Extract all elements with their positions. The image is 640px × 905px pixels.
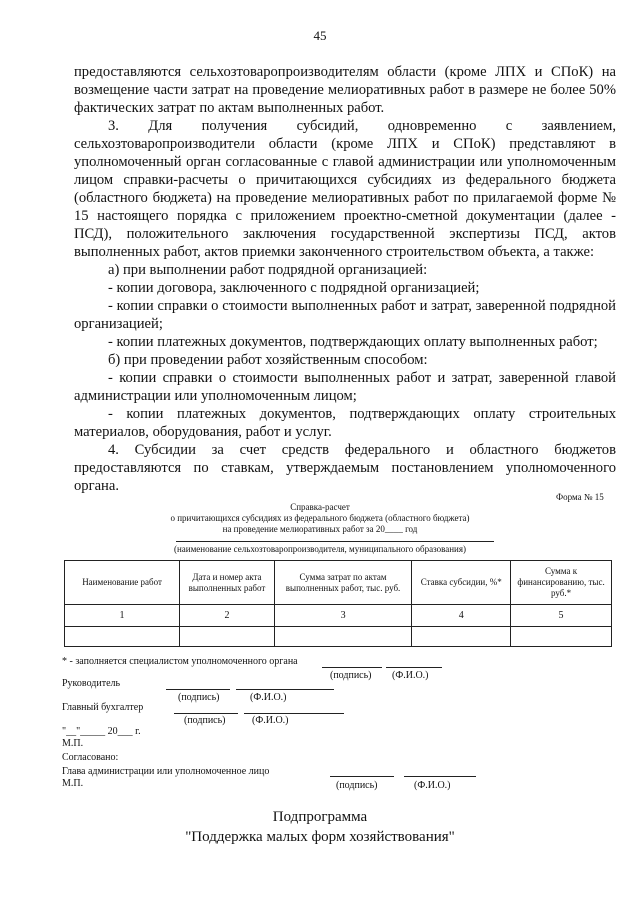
signature-line [322, 667, 382, 668]
head-admin-label: Глава администрации или уполномоченное лицо [62, 766, 270, 777]
table-header-row [65, 561, 612, 605]
column-header: Наименование работ [65, 561, 180, 605]
subprogram-title: Подпрограмма [272, 809, 368, 825]
table-cell [180, 627, 275, 647]
paragraph: б) при проведении работ хозяйственным способом: [108, 352, 428, 368]
fio-line [404, 776, 476, 777]
paragraph: - копии договора, заключенного с подрядной организацией; [108, 280, 480, 296]
paragraph: а) при выполнении работ подрядной организацией: [108, 262, 428, 278]
head-label: Руководитель [62, 678, 121, 689]
column-header: Сумма к финансированию, тыс. руб.* [511, 561, 612, 605]
accountant-label: Главный бухгалтер [62, 702, 144, 713]
fio-line [244, 713, 344, 714]
date-line: "__"_____ 20___ г. [62, 726, 141, 737]
paragraph: 3. Для получения субсидий, одновременно с заявлением, сельхозтоваропроизводители области (кроме ЛПХ и СПоК) представляют в уполномоченный орган согласованные с главой администрации или уполномоченным лицом справки-расчеты о причитающихся субсидиях из федерального бюджета (областного бюджета) на проведение мелиоративных работ по прилагаемой форме № 15 настоящего порядка с приложением проектно-сметной документации (далее - ПСД), положительного заключения государственной экспертизы ПСД, актов выполненных работ, актов приемки законченного строительством объекта, а также: [74, 118, 616, 260]
stamp-place: М.П. [62, 738, 84, 749]
paragraph: - копии справки о стоимости выполненных работ и затрат, заверенной подрядной организацией; [74, 298, 616, 332]
table-row [65, 627, 612, 647]
subprogram-name: "Поддержка малых форм хозяйствования" [185, 829, 455, 845]
fio-line [386, 667, 442, 668]
column-number: 5 [511, 605, 612, 627]
table-cell [412, 627, 511, 647]
org-caption: (наименование сельхозтоваропроизводителя, муниципального образования) [173, 544, 466, 554]
fio-caption: (Ф.И.О.) [392, 670, 429, 681]
body-text [74, 63, 616, 495]
column-header: Дата и номер акта выполненных работ [180, 561, 275, 605]
signature-caption: (подпись) [184, 715, 226, 726]
signature-caption: (подпись) [330, 670, 372, 681]
form-subtitle: на проведение мелиоративных работ за 20____ год [222, 524, 418, 534]
column-number: 4 [412, 605, 511, 627]
stamp-place: М.П. [62, 778, 84, 789]
page-number: 45 [313, 28, 327, 43]
signature-caption: (подпись) [178, 692, 220, 703]
table-cell [274, 627, 412, 647]
fio-line [236, 689, 334, 690]
column-header: Сумма затрат по актам выполненных работ, тыс. руб. [274, 561, 412, 605]
paragraph: 4. Субсидии за счет средств федерального и областного бюджетов предоставляются по ставкам, утверждаемым постановлением уполномоченного органа. [74, 442, 616, 494]
fio-caption: (Ф.И.О.) [252, 715, 289, 726]
signature-line [174, 713, 238, 714]
table-cell [65, 627, 180, 647]
form-label: Форма № 15 [556, 492, 604, 502]
paragraph: - копии справки о стоимости выполненных работ и затрат, заверенной главой администрации или уполномоченным лицом; [74, 370, 616, 404]
fio-caption: (Ф.И.О.) [250, 692, 287, 703]
signature-line [166, 689, 230, 690]
paragraph: - копии платежных документов, подтверждающих оплату строительных материалов, оборудования, работ и услуг. [74, 406, 616, 440]
column-number: 3 [274, 605, 412, 627]
paragraph: - копии платежных документов, подтверждающих оплату выполненных работ; [108, 334, 598, 350]
agreed-label: Согласовано: [62, 752, 119, 763]
table-cell [511, 627, 612, 647]
table-row [65, 605, 612, 627]
signature-caption: (подпись) [336, 780, 378, 791]
column-header: Ставка субсидии, %* [412, 561, 511, 605]
subsidy-table [64, 560, 612, 647]
column-number: 2 [180, 605, 275, 627]
footnote: * - заполняется специалистом уполномоченного органа [62, 656, 298, 667]
column-number: 1 [65, 605, 180, 627]
form-subtitle: о причитающихся субсидиях из федерального бюджета (областного бюджета) [170, 513, 470, 523]
org-line [176, 541, 494, 542]
fio-caption: (Ф.И.О.) [414, 780, 451, 791]
form-title: Справка-расчет [290, 502, 350, 512]
paragraph: предоставляются сельхозтоваропроизводителям области (кроме ЛПХ и СПоК) на возмещение части затрат на проведение мелиоративных работ в размере не более 50% фактических затрат по актам выполненных работ. [74, 64, 616, 116]
signature-line [330, 776, 394, 777]
